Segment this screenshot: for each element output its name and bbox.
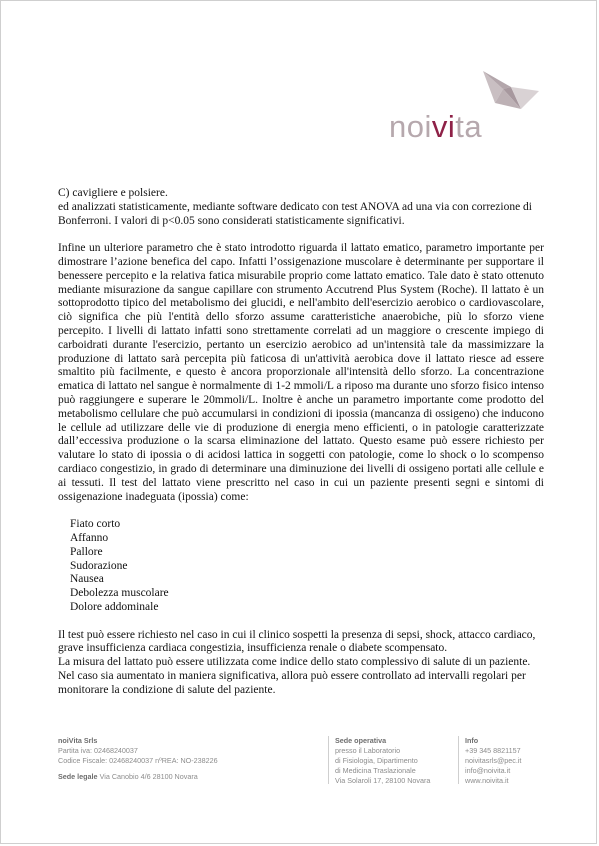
bird-origami-icon (481, 69, 541, 111)
logo-text-suffix: ta (455, 109, 483, 144)
logo-text-prefix: noi (389, 109, 432, 144)
info-title: Info (465, 736, 479, 745)
paragraph-lactate: Infine un ulteriore parametro che è stato introdotto riguarda il lattato ematico, parametro importante per dimostrare l’azione benefica del capo. Infatti l’ossigenazione muscolare è determinante per supportare il benessere percepito e la relativa fatica misurabile proprio come lattato ematico. Tale dato è stato ottenuto mediante misurazione da sangue capillare con strumento Accutrend Plus System (Roche). Il lattato è un sottoprodotto tipico del metabolismo dei glucidi, e nell'ambito dell'esercizio aerobico o cardiovascolare, ciò significa che più l'entità dello sforzo assume caratteristiche anaerobiche, più lo sforzo viene percepito. I livelli di lattato infatti sono strettamente correlati ad un maggiore o crescente impiego di carboidrati durante l'esercizio, pertanto un esercizio aerobico ad un'intensità tale da massimizzare la produzione di lattato sarà percepita più faticosa di un'attività aerobica dove il lattato riesce ad essere smaltito più facilmente, e questo è ancora proporzionale all'intensità dello sforzo. La concentrazione ematica di lattato nel sangue è normalmente di 1-2 mmoli/L a riposo ma durante uno sforzo fisico intenso può raggiungere e superare le 20mmoli/L. Inoltre è anche un parametro importante come prodotto del metabolismo cellulare che può accumularsi in condizioni di ipossia (mancanza di ossigeno) che inducono le cellule ad utilizzare delle vie di produzione di energia meno efficienti, o in patologie caratterizzate dall’eccessiva produzione o la scarsa eliminazione del lattato. Questo esame può essere richiesto per valutare lo stato di ipossia o di acidosi lattica in soggetti con patologie, come lo shock o lo scompenso cardiaco congestizio, in grado di determinare una diminuzione dei livelli di ossigeno portati alle cellule e ai tessuti. Il test del lattato viene prescritto nel caso in cui un paziente presenti segni e sintomi di ossigenazione inadeguata (ipossia) come: (58, 242, 544, 503)
document-body (58, 187, 544, 697)
paragraph-line: C) cavigliere e polsiere. (58, 187, 168, 199)
paragraph-clinical: Il test può essere richiesto nel caso in cui il clinico sospetti la presenza di sepsi, shock, attacco cardiaco, grave insufficienza cardiaca congestizia, insufficienza renale o diabete scompensato. (58, 628, 536, 655)
vat-number: Partita iva: 02468240037 (58, 746, 138, 755)
phone-number: +39 345 8821157 (465, 746, 521, 755)
pec-email: noivitasrls@pec.it (465, 756, 522, 765)
legal-address-value: Via Canobio 4/6 28100 Novara (99, 772, 198, 781)
info-email: info@noivita.it (465, 766, 511, 775)
website: www.noivita.it (465, 776, 509, 785)
list-item: Nausea (70, 573, 104, 586)
list-item: Sudorazione (70, 559, 128, 572)
footer-operational-site (328, 736, 455, 784)
operational-site-line: presso il Laboratorio (335, 746, 401, 755)
footer-company (58, 736, 318, 782)
footer-info (458, 736, 555, 784)
symptom-list (58, 518, 544, 615)
logo-text-highlight: vi (431, 109, 456, 144)
list-item: Dolore addominale (70, 600, 159, 613)
legal-address (58, 772, 318, 782)
fiscal-code: Codice Fiscale: 02468240037 nºREA: NO-238226 (58, 756, 218, 765)
list-item: Debolezza muscolare (70, 587, 169, 600)
list-item: Affanno (70, 531, 109, 544)
operational-site-line: di Fisiologia, Dipartimento (335, 756, 418, 765)
list-item: Pallore (70, 545, 103, 558)
operational-site-title: Sede operativa (335, 736, 387, 745)
operational-site-line: di Medicina Traslazionale (335, 766, 416, 775)
operational-site-line: Via Solaroli 17, 28100 Novara (335, 776, 431, 785)
legal-address-label: Sede legale (58, 772, 98, 781)
list-item: Fiato corto (70, 518, 121, 531)
logo-wordmark (389, 111, 482, 142)
noivita-logo (383, 63, 548, 148)
paragraph-monitoring: La misura del lattato può essere utilizzata come indice dello stato complessivo di salute di un paziente. Nel caso sia aumentato in maniera significativa, allora può essere controllato ad intervalli regolari per monitorare la condizione di salute del paziente. (58, 656, 531, 696)
paragraph-methods: ed analizzati statisticamente, mediante software dedicato con test ANOVA ad una via con correzione di Bonferroni. I valori di p<0.05 sono considerati statisticamente significativi. (58, 200, 532, 227)
company-name: noiVita Srls (58, 736, 98, 745)
